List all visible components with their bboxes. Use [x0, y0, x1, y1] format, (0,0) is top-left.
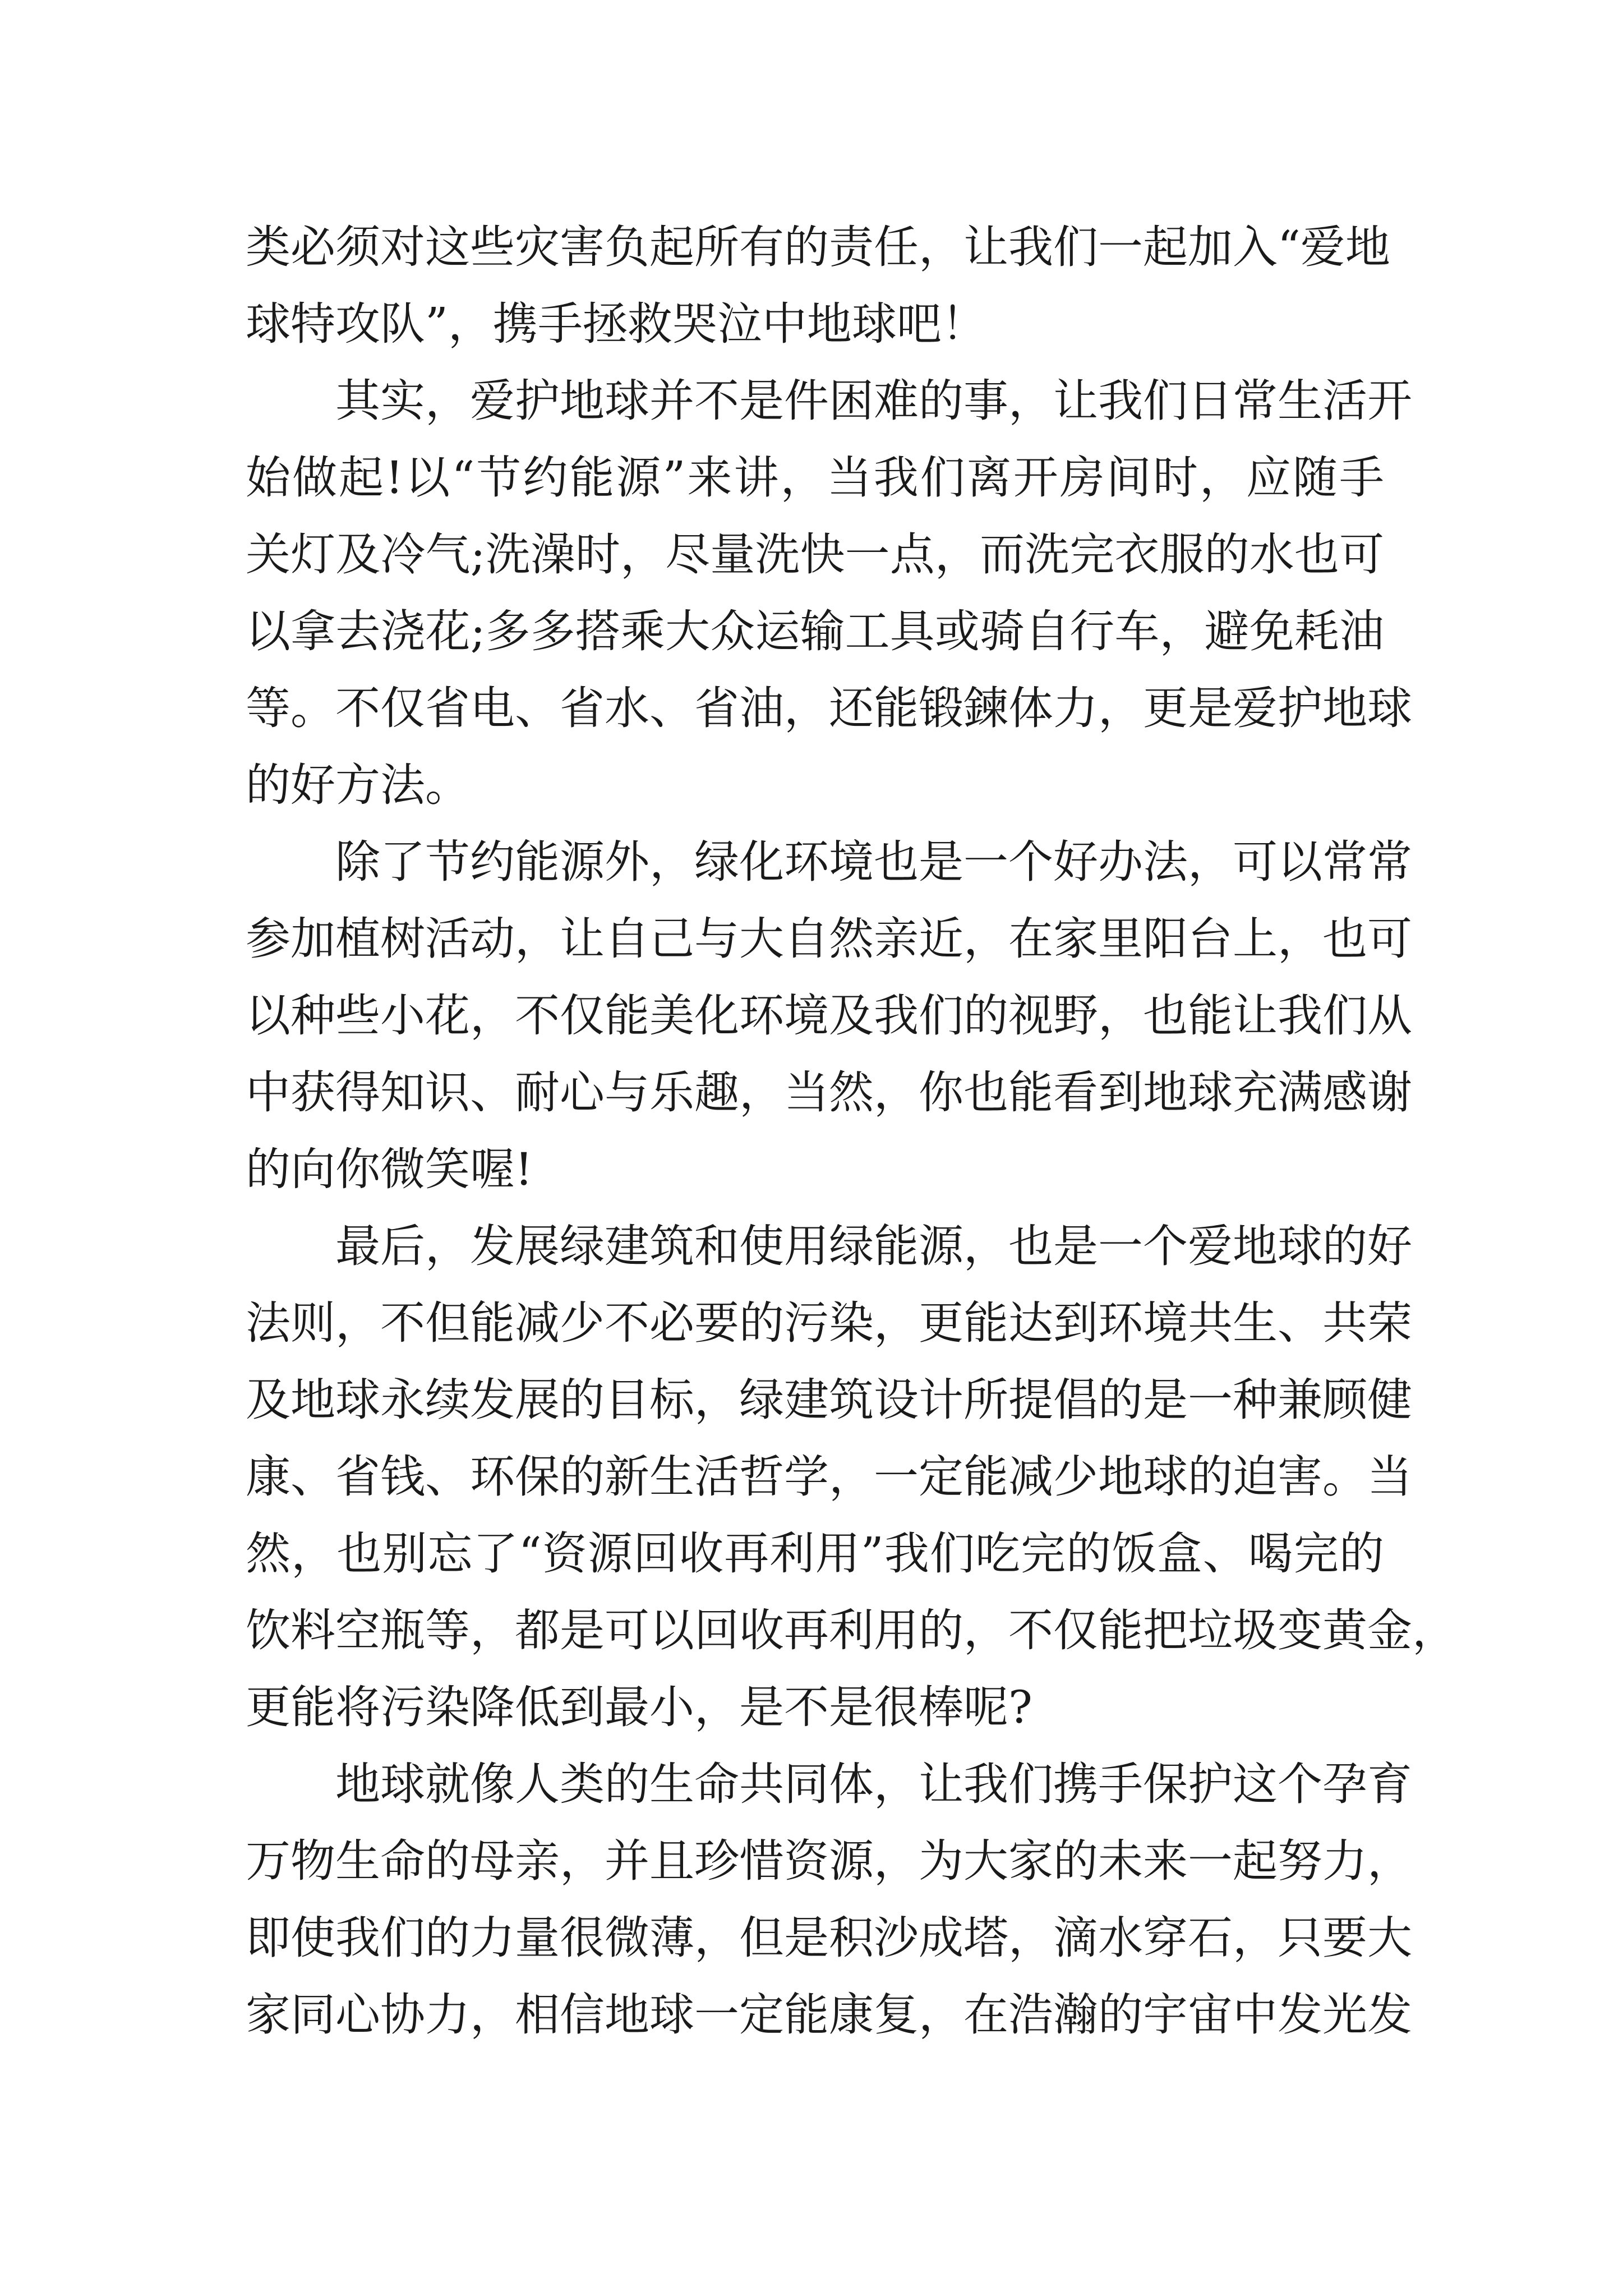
paragraph — [246, 823, 1412, 1208]
paragraph — [246, 1746, 1412, 2053]
text-line: 最后，发展绿建筑和使用绿能源，也是一个爱地球的好 — [335, 1220, 1412, 1272]
text-line: 法则，不但能减少不必要的污染，更能达到环境共生、共荣 — [246, 1297, 1412, 1349]
text-line: 中获得知识、耐心与乐趣，当然，你也能看到地球充满感谢 — [246, 1066, 1412, 1119]
text-line: 更能将污染降低到最小，是不是很棒呢? — [246, 1681, 1032, 1733]
text-line: 以种些小花，不仅能美化环境及我们的视野，也能让我们从 — [246, 990, 1412, 1042]
text-line: 等。不仅省电、省水、省油，还能锻鍊体力，更是爱护地球 — [246, 682, 1412, 734]
text-line: 的好方法。 — [246, 759, 470, 811]
text-line: 关灯及冷气;洗澡时，尽量洗快一点，而洗完衣服的水也可 — [246, 528, 1384, 581]
text-line: 除了节约能源外，绿化环境也是一个好办法，可以常常 — [335, 836, 1412, 888]
text-line: 其实，爱护地球并不是件困难的事，让我们日常生活开 — [335, 375, 1412, 427]
text-line: 以拿去浇花;多多搭乘大众运输工具或骑自行车，避免耗油 — [246, 605, 1384, 657]
document-body — [246, 209, 1457, 2053]
paragraph — [246, 1208, 1457, 1746]
text-line: 及地球永续发展的目标，绿建筑设计所提倡的是一种兼顾健 — [246, 1374, 1412, 1426]
text-line: 康、省钱、环保的新生活哲学，一定能减少地球的迫害。当 — [246, 1451, 1412, 1503]
text-line: 地球就像人类的生命共同体，让我们携手保护这个孕育 — [335, 1758, 1412, 1810]
text-line: 万物生命的母亲，并且珍惜资源，为大家的未来一起努力， — [246, 1835, 1412, 1887]
text-line: 始做起!以“节约能源”来讲，当我们离开房间时，应随手 — [246, 452, 1384, 504]
paragraph — [246, 362, 1412, 823]
text-line: 的向你微笑喔! — [246, 1143, 533, 1195]
text-line: 饮料空瓶等，都是可以回收再利用的，不仅能把垃圾变黄金， — [246, 1604, 1457, 1657]
text-line: 然，也别忘了“资源回收再利用”我们吃完的饭盒、喝完的 — [246, 1527, 1384, 1580]
paragraph — [246, 209, 1390, 362]
text-line: 球特攻队”，携手拯救哭泣中地球吧！ — [246, 298, 986, 350]
text-line: 类必须对这些灾害负起所有的责任，让我们一起加入“爱地 — [246, 221, 1390, 273]
text-line: 即使我们的力量很微薄，但是积沙成塔，滴水穿石，只要大 — [246, 1912, 1412, 1964]
text-line: 参加植树活动，让自己与大自然亲近，在家里阳台上，也可 — [246, 913, 1412, 965]
text-line: 家同心协力，相信地球一定能康复，在浩瀚的宇宙中发光发 — [246, 1989, 1412, 2041]
